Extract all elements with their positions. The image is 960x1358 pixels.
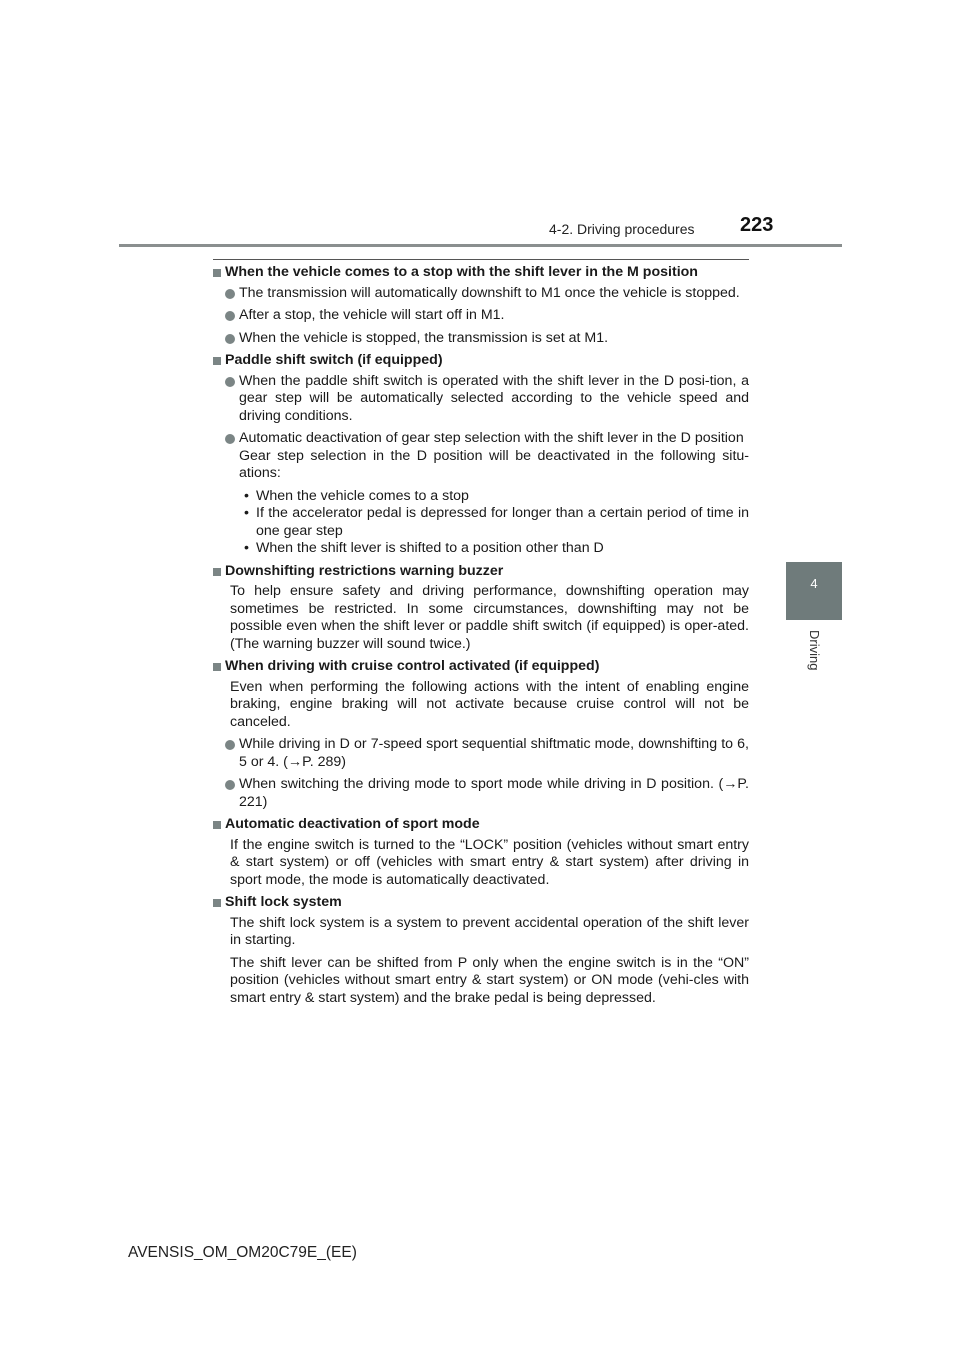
- round-bullet-icon: [225, 289, 235, 299]
- list-item: [213, 430, 749, 483]
- list-item: [213, 330, 749, 348]
- section-heading-cruise-control: [213, 658, 749, 676]
- document-code: AVENSIS_OM_OM20C79E_(EE): [128, 1244, 357, 1261]
- bullet-text: When switching the driving mode to sport mode while driving in D position. (→P. 221): [239, 776, 749, 810]
- square-bullet-icon: [213, 269, 221, 277]
- square-bullet-icon: [213, 663, 221, 671]
- page-number: 223: [740, 214, 774, 236]
- section-paragraph: To help ensure safety and driving performance, downshifting operation may sometimes be restricted. In some circumstances, downshifting may not be possible even when the shift lever or paddle shift switch (if equipped) is oper-ated. (The warning buzzer will sound twice.): [230, 583, 749, 652]
- round-bullet-icon: [225, 780, 235, 790]
- sub-item-text: When the shift lever is shifted to a position other than D: [256, 540, 604, 556]
- section-paragraph: If the engine switch is turned to the “LOCK” position (vehicles without smart entry & start system) or off (vehicles with smart entry & start system) after driving in sport mode, the mode is automatically deactivated.: [230, 836, 749, 888]
- sub-list: [213, 488, 749, 558]
- section-heading-sport-mode: [213, 816, 749, 834]
- running-header-section: 4-2. Driving procedures: [549, 221, 695, 237]
- square-bullet-icon: [213, 568, 221, 576]
- content-top-rule: [213, 259, 749, 260]
- round-bullet-icon: [225, 311, 235, 321]
- bullet-text: When the vehicle is stopped, the transmission is set at M1.: [239, 329, 609, 346]
- small-bullet-icon: •: [244, 487, 249, 504]
- bullet-text: While driving in D or 7-speed sport sequential shiftmatic mode, downshifting to 6, 5 or 4. (→P. 289): [239, 736, 749, 770]
- header-rule: [119, 244, 842, 247]
- list-item: [213, 736, 749, 771]
- section-heading-shift-lock: [213, 894, 749, 912]
- chapter-tab: [786, 562, 842, 620]
- section-paragraph: The shift lock system is a system to prevent accidental operation of the shift lever in starting.: [230, 914, 749, 948]
- chapter-label: [806, 630, 824, 690]
- square-bullet-icon: [213, 357, 221, 365]
- list-item: [213, 285, 749, 303]
- small-bullet-icon: •: [244, 540, 249, 556]
- bullet-text: After a stop, the vehicle will start off in M1.: [239, 307, 505, 323]
- chapter-label-text: Driving: [807, 630, 822, 671]
- section-title: Shift lock system: [225, 894, 342, 910]
- section-heading-m-position-stop: [213, 264, 749, 282]
- section-heading-downshift-buzzer: [213, 563, 749, 581]
- round-bullet-icon: [225, 334, 235, 344]
- square-bullet-icon: [213, 821, 221, 829]
- round-bullet-icon: [225, 740, 235, 750]
- section-paragraph: Even when performing the following actions with the intent of enabling engine braking, engine braking will not activate because cruise control will not be canceled.: [230, 678, 749, 730]
- section-title: Downshifting restrictions warning buzzer: [225, 562, 504, 579]
- small-bullet-icon: •: [244, 505, 249, 521]
- bullet-text: The transmission will automatically downshift to M1 once the vehicle is stopped.: [239, 284, 740, 301]
- bullet-note: Gear step selection in the D position will be deactivated in the following situ-ations:: [239, 447, 749, 481]
- sub-list-item: [239, 505, 749, 540]
- sub-item-text: When the vehicle comes to a stop: [256, 487, 469, 504]
- sub-list-item: [239, 488, 749, 506]
- square-bullet-icon: [213, 899, 221, 907]
- sub-list-item: [239, 540, 749, 558]
- round-bullet-icon: [225, 377, 235, 387]
- section-title: When driving with cruise control activated (if equipped): [225, 658, 600, 674]
- section-title: Automatic deactivation of sport mode: [225, 816, 480, 832]
- page-content: [213, 264, 749, 1012]
- list-item: [213, 307, 749, 325]
- section-title: Paddle shift switch (if equipped): [225, 352, 443, 368]
- round-bullet-icon: [225, 434, 235, 444]
- chapter-number: 4: [810, 576, 818, 591]
- bullet-text: When the paddle shift switch is operated with the shift lever in the D posi-tion, a gear step will be automatically selected according to the vehicle speed and driving conditions.: [239, 372, 749, 424]
- section-paragraph: The shift lever can be shifted from P only when the engine switch is in the “ON” position (vehicles without smart entry & start system) or ON mode (vehi-cles with smart entry & start system) and the brake pedal is being depressed.: [230, 954, 749, 1006]
- sub-item-text: If the accelerator pedal is depressed for longer than a certain period of time in one gear step: [256, 505, 749, 539]
- list-item: [213, 373, 749, 426]
- section-title: When the vehicle comes to a stop with the shift lever in the M position: [225, 264, 698, 280]
- bullet-text: Automatic deactivation of gear step selection with the shift lever in the D position: [239, 430, 744, 446]
- list-item: [213, 776, 749, 811]
- section-heading-paddle-shift: [213, 352, 749, 370]
